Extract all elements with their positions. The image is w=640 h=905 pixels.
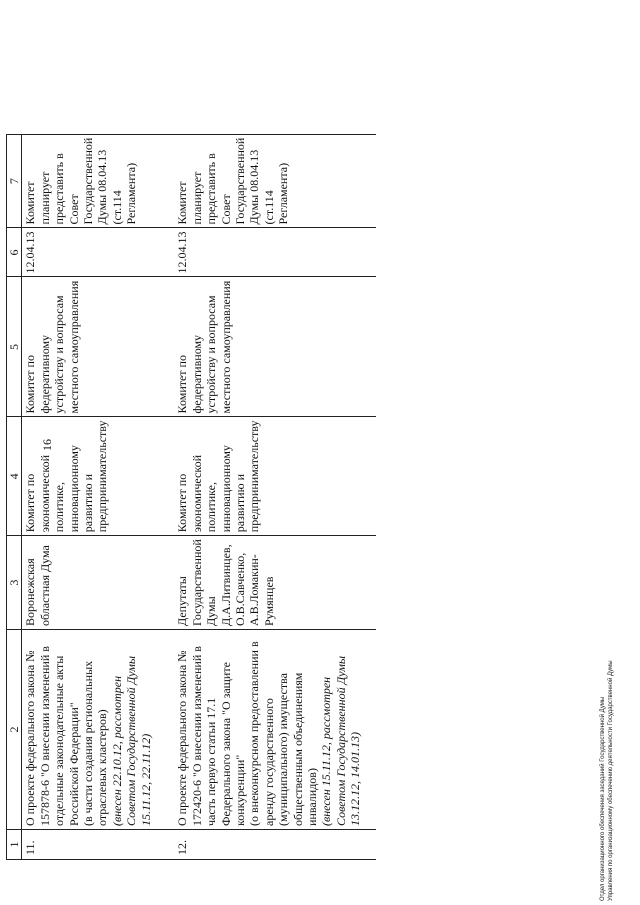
- bill-note: (о внеконкурсном предоставлении в аренду государственного (муниципального) имущества общественным объединениям инвалидов): [247, 641, 319, 826]
- column-header-3: 3: [7, 536, 22, 630]
- bills-table: [6, 134, 376, 860]
- footer-line-1: Отдел организационного обеспечения заседаний Государственной Думы: [600, 696, 606, 901]
- bill-cell: [174, 630, 376, 830]
- table-row: [174, 134, 376, 859]
- column-header-4: 4: [7, 417, 22, 536]
- plan-cell: Комитет планирует представить в Совет Государственной Думы 08.04.13 (ст.114 Регламента): [22, 134, 175, 228]
- column-header-5: 5: [7, 277, 22, 417]
- author-cell: Воронежская областная Дума: [22, 536, 175, 630]
- bill-note: (в части создания региональных отраслевых кластеров): [80, 660, 110, 826]
- footer-line-2: Управления по организационному обеспечению деятельности Государственной Думы: [607, 660, 614, 901]
- bill-meta: (внесен 15.11.12, рассмотрен Советом Государственной Думы 13.12.12, 14.01.13): [319, 655, 363, 826]
- co-committee-cell: Комитет по федеративному устройству и вопросам местного самоуправления: [22, 277, 175, 417]
- bill-meta: (внесен 22.10.12, рассмотрен Советом Государственной Думы 15.11.12, 22.11.12): [109, 655, 153, 826]
- committee-cell: Комитет по экономической политике, инновационному развитию и предпринимательству: [174, 417, 376, 536]
- date-cell: 12.04.13: [22, 228, 175, 277]
- column-header-7: 7: [7, 134, 22, 228]
- plan-cell: Комитет планирует представить в Совет Государственной Думы 08.04.13 (ст.114 Регламента): [174, 134, 376, 228]
- column-header-6: 6: [7, 228, 22, 277]
- bill-cell: [22, 630, 175, 830]
- header-row: [7, 134, 22, 859]
- column-header-2: 2: [7, 630, 22, 830]
- co-committee-cell: Комитет по федеративному устройству и вопросам местного самоуправления: [174, 277, 376, 417]
- date-cell: 12.04.13: [174, 228, 376, 277]
- author-cell: Депутаты Государственной Думы Д.А.Литвинцев, О.В.Савченко, А.В.Ломакин-Румянцев: [174, 536, 376, 630]
- column-header-1: 1: [7, 830, 22, 860]
- table-row: [22, 134, 175, 859]
- page-number: 16: [40, 439, 54, 451]
- bill-title: О проекте федерального закона № 172420-6 "О внесении изменений в часть первую статьи 17.1 Федерального закона "О защите конкуренции": [175, 646, 247, 826]
- row-number: 11.: [22, 830, 175, 860]
- committee-cell: Комитет по экономической политике, инновационному развитию и предпринимательству: [22, 417, 175, 536]
- row-number: 12.: [174, 830, 376, 860]
- bill-title: О проекте федерального закона № 157878-6 "О внесении изменений в отдельные законодательные акты Российской Федерации": [23, 646, 81, 826]
- footer: [600, 660, 615, 901]
